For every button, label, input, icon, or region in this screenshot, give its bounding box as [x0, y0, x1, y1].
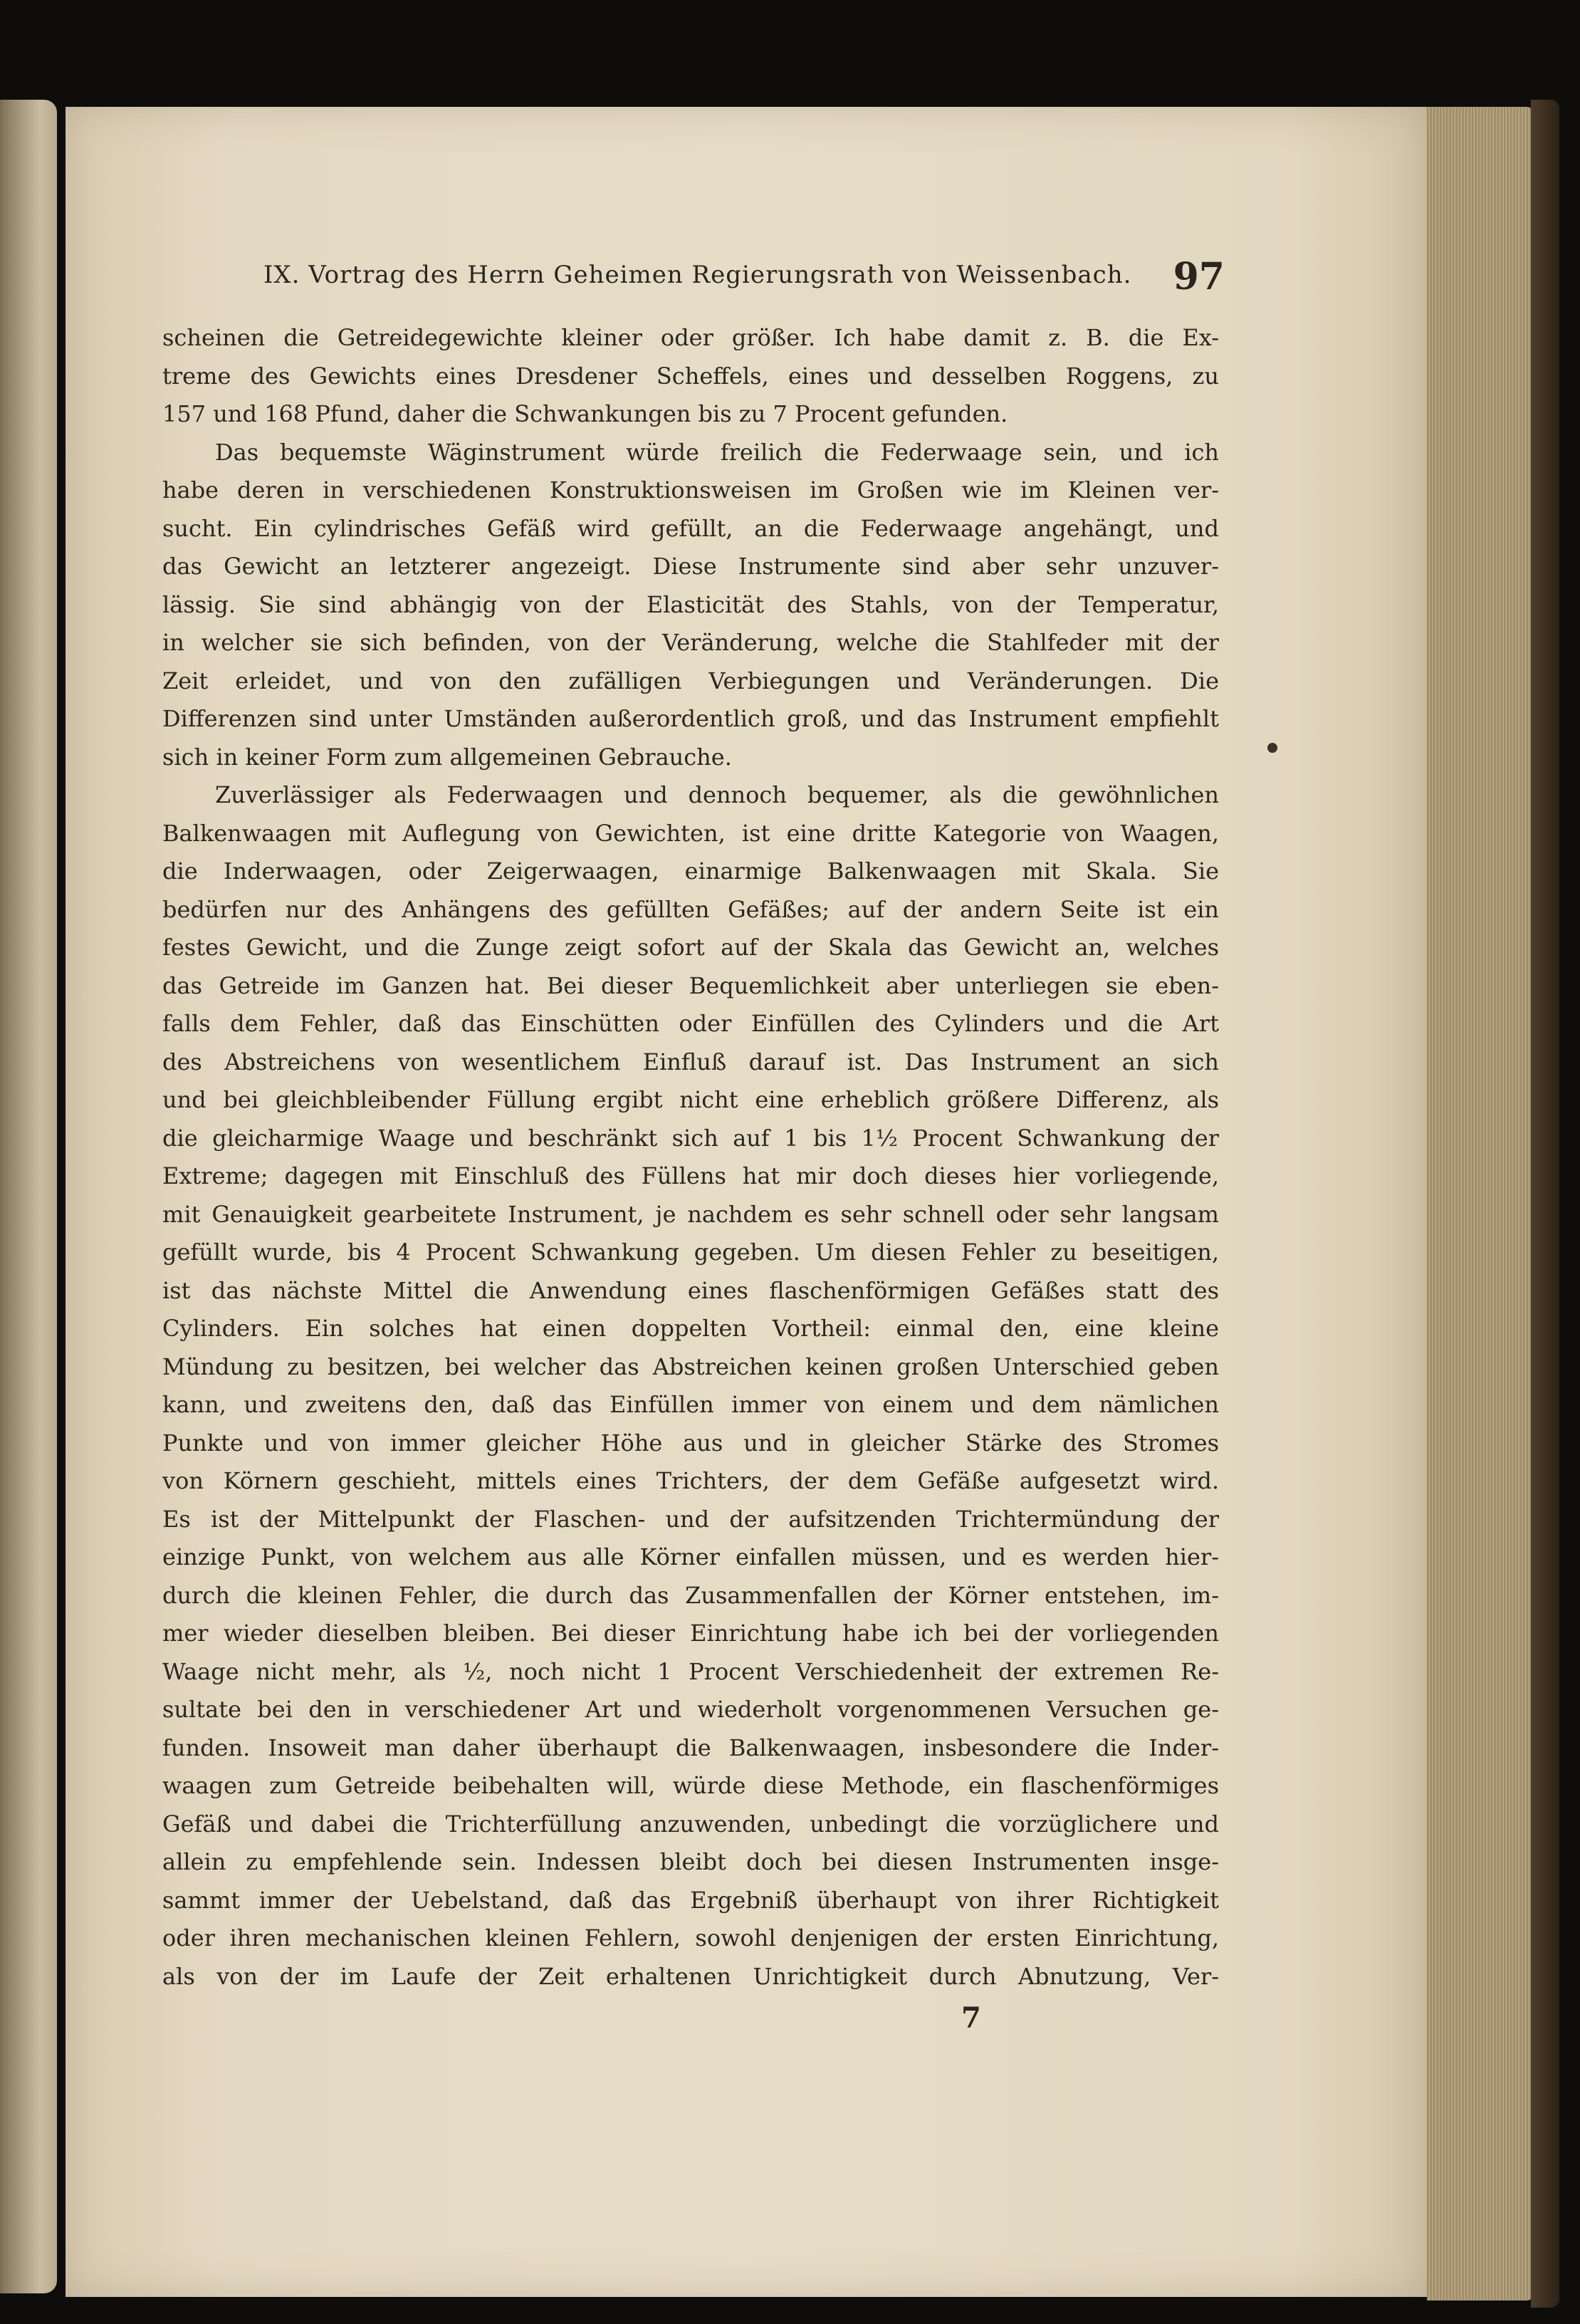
text-line: bedürfen nur des Anhängens des gefüllten Gefäßes; auf der andern Seite ist ein: [162, 895, 1219, 923]
text-line: kann, und zweitens den, daß das Einfüllen immer von einem und dem nämlichen: [162, 1391, 1219, 1418]
page-number: 97: [1173, 255, 1225, 298]
text-line: Zeit erleidet, und von den zufälligen Verbiegungen und Veränderungen. Die: [162, 667, 1219, 694]
text-line: oder ihren mechanischen kleinen Fehlern, sowohl denjenigen der ersten Einrichtung,: [162, 1924, 1219, 1952]
text-line: Punkte und von immer gleicher Höhe aus und in gleicher Stärke des Stromes: [162, 1429, 1219, 1457]
text-line: sultate bei den in verschiedener Art und wiederholt vorgenommenen Versuchen ge-: [162, 1696, 1219, 1723]
margin-mark: [1267, 743, 1277, 753]
text-line: in welcher sie sich befinden, von der Veränderung, welche die Stahlfeder mit der: [162, 629, 1219, 656]
text-line: mer wieder dieselben bleiben. Bei dieser Einrichtung habe ich bei der vorliegenden: [162, 1620, 1219, 1647]
text-line: scheinen die Getreidegewichte kleiner oder größer. Ich habe damit z. B. die Ex-: [162, 324, 1219, 351]
page-header: [263, 255, 1225, 298]
text-line: sich in keiner Form zum allgemeinen Gebrauche.: [162, 743, 732, 771]
text-line: [162, 1996, 1219, 2034]
text-line: gefüllt wurde, bis 4 Procent Schwankung gegeben. Um diesen Fehler zu beseitigen,: [162, 1239, 1219, 1266]
text-line: Gefäß und dabei die Trichterfüllung anzuwenden, unbedingt die vorzüglichere und: [162, 1810, 1219, 1838]
text-line: sammt immer der Uebelstand, daß das Ergebniß überhaupt von ihrer Richtigkeit: [162, 1886, 1219, 1914]
text-line: funden. Insoweit man daher überhaupt die Balkenwaagen, insbesondere die Inder-: [162, 1734, 1219, 1761]
text-line: Balkenwaagen mit Auflegung von Gewichten, ist eine dritte Kategorie von Waagen,: [162, 819, 1219, 847]
text-line: allein zu empfehlende sein. Indessen bleibt doch bei diesen Instrumenten insge-: [162, 1848, 1219, 1875]
text-line: durch die kleinen Fehler, die durch das Zusammenfallen der Körner entstehen, im-: [162, 1581, 1219, 1609]
text-line: lässig. Sie sind abhängig von der Elasticität des Stahls, von der Temperatur,: [162, 590, 1219, 618]
page-stack-edge: [1427, 107, 1534, 2300]
text-line: einzige Punkt, von welchem aus alle Körner einfallen müssen, und es werden hier-: [162, 1543, 1219, 1570]
book-cover-edge: [1531, 100, 1559, 2308]
text-line: Cylinders. Ein solches hat einen doppelten Vortheil: einmal den, eine kleine: [162, 1315, 1219, 1342]
text-line: das Getreide im Ganzen hat. Bei dieser Bequemlichkeit aber unterliegen sie eben-: [162, 971, 1219, 999]
text-line: von Körnern geschieht, mittels eines Trichters, der dem Gefäße aufgesetzt wird.: [162, 1467, 1219, 1494]
signature-mark: 7: [961, 2001, 981, 2035]
text-line: ist das nächste Mittel die Anwendung eines flaschenförmigen Gefäßes statt des: [162, 1276, 1219, 1304]
text-line: Das bequemste Wäginstrument würde freilich die Federwaage sein, und ich: [215, 438, 1219, 466]
text-line: falls dem Fehler, daß das Einschütten oder Einfüllen des Cylinders und die Art: [162, 1010, 1219, 1037]
text-line: als von der im Laufe der Zeit erhaltenen Unrichtigkeit durch Abnutzung, Ver-: [162, 1962, 1219, 1990]
left-page-edge: [0, 100, 57, 2293]
text-line: Differenzen sind unter Umständen außerordentlich groß, und das Instrument empfiehlt: [162, 705, 1219, 732]
text-line: das Gewicht an letzterer angezeigt. Diese Instrumente sind aber sehr unzuver-: [162, 553, 1219, 580]
running-title: IX. Vortrag des Herrn Geheimen Regierungsrath von Weissenbach.: [263, 261, 1132, 289]
text-line: und bei gleichbleibender Füllung ergibt nicht eine erheblich größere Differenz, als: [162, 1086, 1219, 1113]
text-line: 157 und 168 Pfund, daher die Schwankungen bis zu 7 Procent gefunden.: [162, 400, 1008, 427]
text-line: waagen zum Getreide beibehalten will, würde diese Methode, ein flaschenförmiges: [162, 1772, 1219, 1799]
text-line: Waage nicht mehr, als ½, noch nicht 1 Procent Verschiedenheit der extremen Re-: [162, 1657, 1219, 1685]
text-line: festes Gewicht, und die Zunge zeigt sofort auf der Skala das Gewicht an, welches: [162, 934, 1219, 961]
body-text: [162, 319, 1219, 2014]
text-line: des Abstreichens von wesentlichem Einfluß darauf ist. Das Instrument an sich: [162, 1048, 1219, 1075]
text-line: Extreme; dagegen mit Einschluß des Füllens hat mir doch dieses hier vorliegende,: [162, 1162, 1219, 1189]
text-line: Es ist der Mittelpunkt der Flaschen- und der aufsitzenden Trichtermündung der: [162, 1505, 1219, 1533]
text-line: Mündung zu besitzen, bei welcher das Abstreichen keinen großen Unterschied geben: [162, 1353, 1219, 1380]
text-line: die gleicharmige Waage und beschränkt sich auf 1 bis 1½ Procent Schwankung der: [162, 1124, 1219, 1152]
text-line: die Inderwaagen, oder Zeigerwaagen, einarmige Balkenwaagen mit Skala. Sie: [162, 858, 1219, 885]
text-line: treme des Gewichts eines Dresdener Scheffels, eines und desselben Roggens, zu: [162, 362, 1219, 390]
text-line: sucht. Ein cylindrisches Gefäß wird gefüllt, an die Federwaage angehängt, und: [162, 514, 1219, 542]
text-line: habe deren in verschiedenen Konstruktionsweisen im Großen wie im Kleinen ver-: [162, 476, 1219, 504]
text-line: mit Genauigkeit gearbeitete Instrument, je nachdem es sehr schnell oder sehr langsam: [162, 1200, 1219, 1228]
text-line: Zuverlässiger als Federwaagen und dennoch bequemer, als die gewöhnlichen: [215, 781, 1219, 808]
